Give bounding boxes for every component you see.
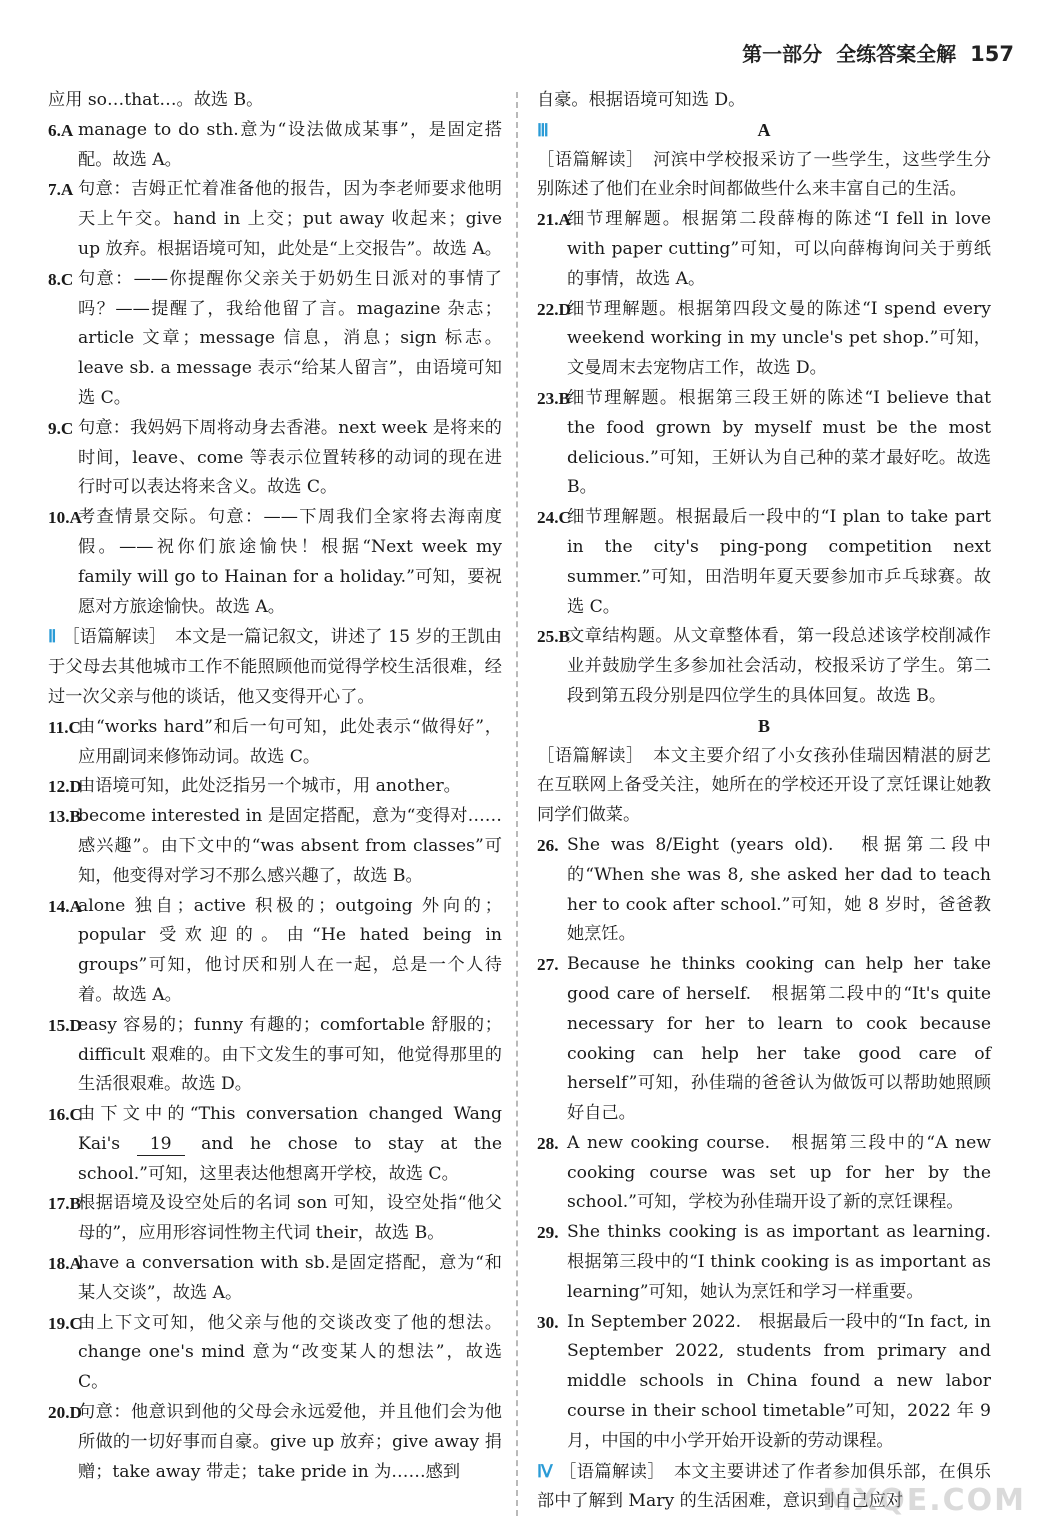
answer-item [537, 295, 991, 384]
answer-item [537, 503, 991, 622]
section-roman-numeral: Ⅳ [537, 1461, 554, 1481]
answer-number: 23.B [537, 388, 570, 408]
answer-number: 21.A [537, 210, 571, 230]
answer-item [48, 175, 502, 264]
answer-item [48, 503, 502, 622]
answer-text: 文章结构题。从文章整体看，第一段总述该学校削减作业并鼓励学生多参加社会活动，校报采访了学生。第二段到第五段分别是四位学生的具体回复。故选 B。 [567, 626, 991, 706]
answer-text: have a conversation with sb.是固定搭配，意为“和某人交谈”，故选 A。 [78, 1253, 502, 1303]
answer-number: 17.B [48, 1194, 81, 1214]
answer-item [537, 205, 991, 294]
page-header [742, 38, 1014, 67]
passage-summary: ［语篇解读］ 本文是一篇记叙文，讲述了 15 岁的王凯由于父母去其他城市工作不能照顾他而觉得学校生活很难，经过一次父亲与他的谈话，他又变得开心了。 [48, 627, 502, 707]
answer-text: 细节理解题。根据第三段王妍的陈述“I believe that the food grown by myself must be the most delicious.”可知，王妍认为自己种的菜才最好吃。故选 B。 [567, 387, 991, 498]
answer-item [48, 802, 502, 891]
answer-number: 16.C [48, 1105, 82, 1125]
answer-text: She thinks cooking is as important as learning. 根据第三段中的“I think cooking is as important as learning”可知，她认为烹饪和学习一样重要。 [567, 1222, 1009, 1302]
answer-item [537, 950, 991, 1129]
answer-number: 18.A [48, 1254, 82, 1274]
answer-text: manage to do sth.意为“设法做成某事”，是固定搭配。故选 A。 [78, 119, 502, 170]
answer-text: 由“works hard”和后一句可知，此处表示“做得好”，应用副词来修饰动词。故选 C。 [78, 716, 502, 767]
answer-text: 句意：吉姆正忙着准备他的报告，因为李老师要求他明天上午交。hand in 上交；put away 收起来；give up 放弃。根据语境可知，此处是“上交报告”。故选 A。 [78, 179, 502, 259]
answer-number: 12.D [48, 777, 82, 797]
answer-text: 细节理解题。根据最后一段中的“I plan to take part in the city's ping-pong competition next summer.”可知，田浩明年夏天要参加市乒乓球赛。故选 C。 [567, 507, 991, 617]
passage-summary: ［语篇解读］ 本文主要讲述了作者参加俱乐部，在俱乐部中了解到 Mary 的生活困难，意识到自己应对 [537, 1461, 991, 1512]
answer-number: 13.B [48, 807, 81, 827]
answer-number: 6.A [48, 120, 74, 140]
passage-reading-2 [48, 622, 502, 712]
answer-text: Because he thinks cooking can help her take good care of herself. 根据第二段中的“It's quite necessary for her to learn to cook because cooking can help her take good care of herself”可知，孙佳瑞的爸爸认为做饭可以帮助她照顾好自己。 [567, 954, 991, 1124]
answer-item [48, 713, 502, 773]
answer-number: 9.C [48, 418, 74, 438]
answer-item [48, 1011, 502, 1100]
answer-item [48, 772, 502, 802]
answer-number: 24.C [537, 508, 571, 528]
blank-number: 19 [137, 1133, 185, 1156]
answer-text: She was 8/Eight (years old). 根据第二段中的“When she was 8, she asked her dad to teach her to cook after school.”可知，她 8 岁时，爸爸教她烹饪。 [567, 834, 991, 945]
answer-text: In September 2022. 根据最后一段中的“In fact, in September 2022, students from primary and middle schools in China found a new labor course in their school timetable”可知，2022 年 9 月，中国的中小学开始开设新的劳动课程。 [567, 1311, 991, 1451]
answer-number: 10.A [48, 508, 82, 528]
answer-text: A new cooking course. 根据第三段中的“A new cooking course was set up for her by the school.”可知，学校为孙佳瑞开设了新的烹饪课程。 [567, 1132, 991, 1213]
answer-text: alone 独自；active 积极的；outgoing 外向的；popular 受欢迎的。由“He hated being in groups”可知，他讨厌和别人在一起，总是一个人待着。故选 A。 [78, 895, 502, 1005]
answer-number: 11.C [48, 717, 81, 737]
answer-text: 由语境可知，此处泛指另一个城市，用 another。 [78, 776, 461, 797]
continued-text: 应用 so…that…。故选 B。 [48, 90, 264, 110]
answer-number: 29. [537, 1223, 559, 1243]
answer-text: 细节理解题。根据第二段薛梅的陈述“I fell in love with paper cutting”可知，可以向薛梅询问关于剪纸的事情，故选 A。 [567, 209, 991, 289]
continued-text: 自豪。根据语境可知选 D。 [537, 90, 746, 110]
answer-number: 30. [537, 1312, 559, 1332]
passage-summary: ［语篇解读］ 本文主要介绍了小女孩孙佳瑞因精湛的厨艺在互联网上备受关注，她所在的学校还开设了烹饪课让她教同学们做菜。 [537, 745, 991, 826]
section-heading-a [537, 116, 991, 146]
section-heading-b: B [757, 715, 770, 736]
book-title: 全练答案全解 [836, 42, 957, 66]
answer-item [537, 384, 991, 503]
answer-text: and he chose to stay at the school.”可知，这里表达他想离开学校，故选 C。 [78, 1133, 502, 1184]
answer-text: 由下文中的“This conversation changed Wang Kai's [78, 1104, 502, 1154]
answer-number: 14.A [48, 896, 82, 916]
answer-text: 细节理解题。根据第四段文曼的陈述“I spend every weekend working in my uncle's pet shop.”可知，文曼周末去宠物店工作，故选 D。 [567, 298, 991, 379]
answer-item [537, 1218, 1009, 1307]
answer-item [48, 1309, 502, 1398]
site-watermark: MXQE.COM [822, 1483, 1026, 1518]
section-letter: A [757, 119, 771, 140]
answer-item [48, 1100, 502, 1189]
page-number: 157 [970, 42, 1014, 66]
answer-text: 句意：——你提醒你父亲关于奶奶生日派对的事情了吗？——提醒了，我给他留了言。magazine 杂志；article 文章；message 信息，消息；sign 标志。leave sb. a message 表示“给某人留言”，由语境可知选 C。 [78, 268, 502, 408]
answer-text: 由上下文可知，他父亲与他的交谈改变了他的想法。change one's mind 意为“改变某人的想法”，故选 C。 [78, 1312, 502, 1393]
answer-item [537, 1129, 991, 1218]
answer-item [48, 1398, 502, 1487]
answer-number: 8.C [48, 269, 74, 289]
answer-item [48, 1189, 502, 1249]
answer-number: 19.C [48, 1313, 82, 1333]
answer-number: 25.B [537, 627, 570, 647]
answer-item [537, 831, 991, 950]
answer-number: 27. [537, 955, 559, 975]
answer-item [48, 265, 502, 414]
answer-text: easy 容易的；funny 有趣的；comfortable 舒服的；difficult 艰难的。由下文发生的事可知，他觉得那里的生活很艰难。故选 D。 [78, 1014, 502, 1095]
answer-text: 考查情景交际。句意：——下周我们全家将去海南度假。——祝你们旅途愉快！根据“Next week my family will go to Hainan for a holiday.”可知，要祝愿对方旅途愉快。故选 A。 [78, 507, 502, 617]
passage-summary: ［语篇解读］ 河滨中学校报采访了一些学生，这些学生分别陈述了他们在业余时间都做些什么来丰富自己的生活。 [537, 149, 991, 200]
left-column [48, 86, 502, 1487]
answer-number: 15.D [48, 1015, 82, 1035]
answer-text: 句意：我妈妈下周将动身去香港。next week 是将来的时间，leave、come 等表示位置转移的动词的现在进行时可以表达将来含义。故选 C。 [78, 417, 502, 498]
column-divider [516, 92, 518, 1516]
answer-item [537, 1308, 991, 1457]
answer-item [48, 116, 502, 176]
section-roman-numeral: Ⅲ [537, 120, 549, 140]
answer-item [537, 622, 991, 711]
section-label: 第一部分 [742, 42, 823, 66]
answer-item [48, 892, 502, 1011]
section-roman-numeral: Ⅱ [48, 627, 57, 647]
answer-text: 句意：他意识到他的父母会永远爱他，并且他们会为他所做的一切好事而自豪。give up 放弃；give away 捐赠；take away 带走；take pride in 为……感到 [78, 1402, 502, 1482]
answer-text: 根据语境及设空处后的名词 son 可知，设空处指“他父母的”，应用形容词性物主代词 their，故选 B。 [78, 1193, 502, 1244]
answer-item [48, 414, 502, 503]
right-column [537, 86, 1009, 1517]
answer-item [48, 1249, 502, 1309]
answer-number: 20.D [48, 1403, 82, 1423]
answer-number: 22.D [537, 299, 571, 319]
answer-text: become interested in 是固定搭配，意为“变得对……感兴趣”。由下文中的“was absent from classes”可知，他变得对学习不那么感兴趣了，故选 B。 [78, 806, 502, 886]
answer-number: 7.A [48, 180, 74, 200]
answer-number: 28. [537, 1133, 559, 1153]
answer-number: 26. [537, 835, 559, 855]
